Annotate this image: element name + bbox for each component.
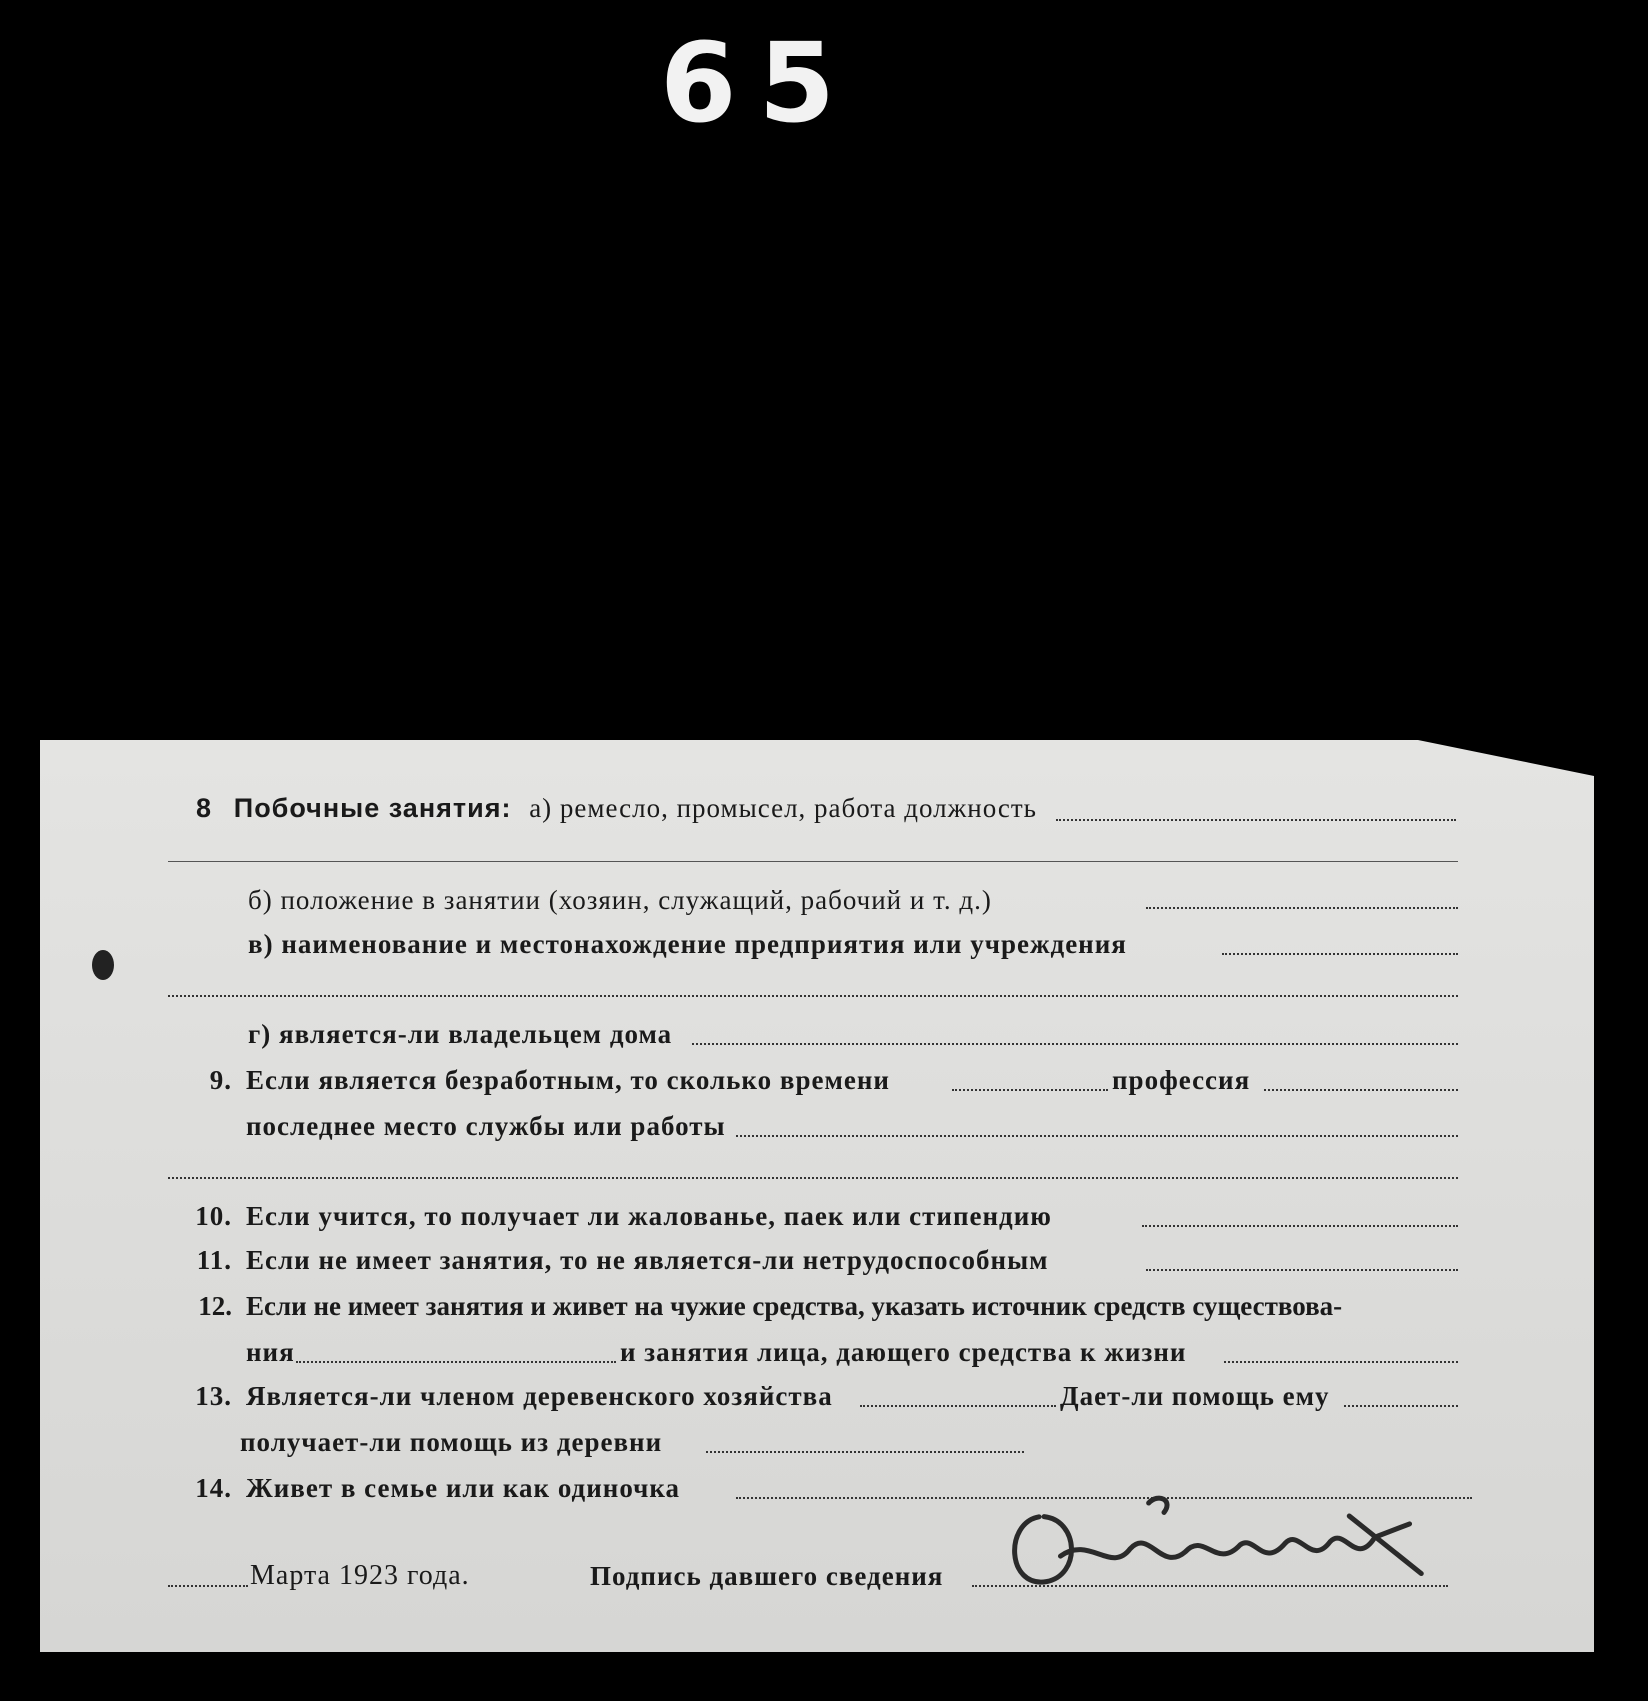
q9-profession-label: профессия (1112, 1065, 1251, 1095)
q12-text-a: Если не имеет занятия и живет на чужие средства, указать источник средств существова- (246, 1291, 1343, 1321)
signature-label: Подпись давшего сведения (590, 1561, 944, 1591)
punch-hole (92, 950, 114, 980)
q8c-answer-line[interactable] (1222, 953, 1458, 955)
q9-row (180, 1064, 890, 1096)
q11-number: 11. (196, 1245, 232, 1275)
q13-help-received-line[interactable] (706, 1451, 1024, 1453)
q13-number: 13. (195, 1381, 232, 1411)
q12-number: 12. (198, 1291, 232, 1321)
q8-row (196, 792, 1037, 824)
q9-profession-line[interactable] (1264, 1089, 1458, 1091)
q14-number: 14. (195, 1473, 232, 1503)
q8b-row: б) положение в занятии (хозяин, служащий, рабочий и т. д.) (248, 885, 992, 915)
q8b-answer-line[interactable] (1146, 907, 1458, 909)
q8-label: Побочные занятия: (233, 793, 512, 823)
frame-number: 65 (660, 19, 858, 147)
q13-text-b: Дает-ли помощь ему (1060, 1381, 1330, 1411)
q13-member-line[interactable] (860, 1405, 1056, 1407)
q10-answer-line[interactable] (1142, 1225, 1458, 1227)
q10-row (180, 1200, 1052, 1232)
date-day-line[interactable] (168, 1585, 248, 1587)
q10-text: Если учится, то получает ли жалованье, паек или стипендию (246, 1201, 1052, 1231)
q11-row (180, 1244, 1049, 1276)
date-text: Марта 1923 года. (250, 1560, 470, 1591)
q8c-answer-line-2[interactable] (168, 995, 1458, 997)
q8a-answer-line-2[interactable] (168, 861, 1458, 862)
q9-last-job-line[interactable] (736, 1135, 1458, 1137)
q13-text-a: Является-ли членом деревенского хозяйства (246, 1381, 833, 1411)
q8a-answer-line[interactable] (1056, 819, 1456, 821)
q13-row (180, 1380, 833, 1412)
q10-number: 10. (195, 1201, 232, 1231)
q12-occupation-line[interactable] (1224, 1361, 1458, 1363)
q13-help-given-line[interactable] (1344, 1405, 1458, 1407)
q9-last-job-line-2[interactable] (168, 1177, 1458, 1179)
q8d-row: г) является-ли владельцем дома (248, 1019, 673, 1049)
q8-number: 8 (196, 793, 213, 823)
q11-answer-line[interactable] (1146, 1269, 1458, 1271)
handwritten-signature (998, 1482, 1471, 1598)
q14-text: Живет в семье или как одиночка (246, 1473, 680, 1503)
q9-text-a: Если является безработным, то сколько времени (246, 1065, 890, 1095)
q12-suffix: ния (246, 1337, 295, 1367)
q9-duration-line[interactable] (952, 1089, 1108, 1091)
q11-text: Если не имеет занятия, то не является-ли нетрудоспособным (246, 1245, 1049, 1275)
q12-text-c: и занятия лица, дающего средства к жизни (620, 1337, 1187, 1367)
q12-row (180, 1290, 1342, 1322)
q9-number: 9. (209, 1065, 232, 1095)
q14-row (180, 1472, 680, 1504)
q13-text-c: получает-ли помощь из деревни (240, 1427, 663, 1457)
q8c-row: в) наименование и местонахождение предприятия или учреждения (248, 929, 1127, 959)
q8d-answer-line[interactable] (692, 1043, 1458, 1045)
q9-last-job-label: последнее место службы или работы (246, 1111, 726, 1141)
q12-source-line[interactable] (296, 1361, 616, 1363)
q8a-text: а) ремесло, промысел, работа должность (529, 793, 1038, 823)
